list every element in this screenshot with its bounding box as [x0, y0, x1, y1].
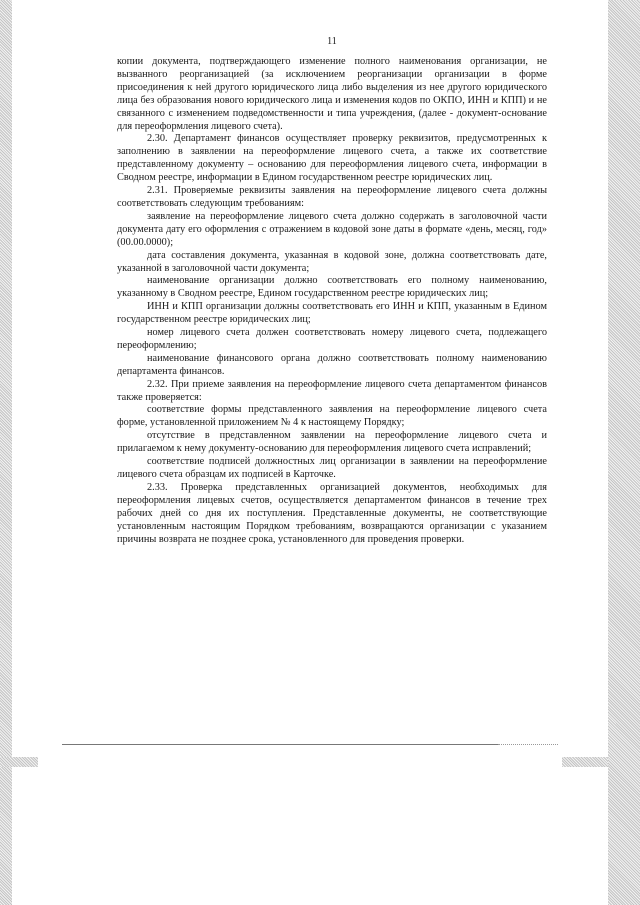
paragraph: заявление на переоформление лицевого счета должно содержать в заголовочной части документа дату его оформления с отражением в кодовой зоне даты в формате «день, месяц, год» (00.00.0000); [117, 210, 547, 248]
scan-border-bottom-left [0, 757, 38, 767]
paragraph: наименование организации должно соответствовать его полному наименованию, указанному в Сводном реестре, Едином государственном реестре юридических лиц; [117, 275, 547, 300]
paragraph: копии документа, подтверждающего изменение полного наименования организации, не вызванного реорганизацией (за исключением реорганизации организации в форме присоединения к ней другого юридического лица либо выделения из нее другого юридического лица без образования нового юридического лица и изменения кодов по ОКПО, ИНН и КПП) и не связанного с изменением подведомственности и типа учреждения, (далее - документ-основание для переоформления лицевого счета). [117, 56, 547, 132]
paragraph: соответствие подписей должностных лиц организации в заявлении на переоформление лицевого счета образцам их подписей в Карточке. [117, 456, 547, 480]
paragraph: наименование финансового органа должно соответствовать полному наименованию департамента финансов. [117, 352, 547, 377]
paragraph: 2.30. Департамент финансов осуществляет проверку реквизитов, предусмотренных к заполнению в заявлении на переоформление лицевого счета, а также их соответствие представленному документу – основанию для переоформления лицевого счета, информации в Сводном реестре, информации в Едином государственном реестре юридических лиц. [117, 133, 547, 184]
paragraph: ИНН и КПП организации должны соответствовать его ИНН и КПП, указанным в Едином государственном реестре юридических лиц; [117, 301, 547, 326]
paragraph: соответствие формы представленного заявления на переоформление лицевого счета форме, установленной приложением № 4 к настоящему Порядку; [117, 404, 547, 429]
page-number: 11 [327, 36, 337, 47]
footer-rule-dotted [498, 744, 558, 745]
paragraph: 2.32. При приеме заявления на переоформление лицевого счета департаментом финансов также проверяется: [117, 378, 547, 403]
paragraph: дата составления документа, указанная в кодовой зоне, должна соответствовать дате, указанной в заголовочной части документа; [117, 249, 547, 274]
paragraph: номер лицевого счета должен соответствовать номеру лицевого счета, подлежащего переоформлению; [117, 327, 547, 351]
paragraph: 2.31. Проверяемые реквизиты заявления на переоформление лицевого счета должны соответствовать следующим требованиям: [117, 185, 547, 209]
document-body [117, 56, 547, 546]
footer-rule [62, 744, 498, 745]
paragraph: 2.33. Проверка представленных организацией документов, необходимых для переоформления лицевых счетов, осуществляется департаментом финансов в течение трех рабочих дней со дня их поступления. Представленные документы, не соответствующие установленным настоящим Порядком требованиям, возвращаются организации с указанием причины возврата не позднее срока, установленного для проведения проверки. [117, 481, 547, 545]
scan-border-left [0, 0, 12, 905]
scan-border-right [608, 0, 640, 905]
paragraph: отсутствие в представленном заявлении на переоформление лицевого счета и прилагаемом к нему документу-основанию для переоформления лицевого счета исправлений; [117, 430, 547, 455]
scan-border-bottom-right [562, 757, 608, 767]
